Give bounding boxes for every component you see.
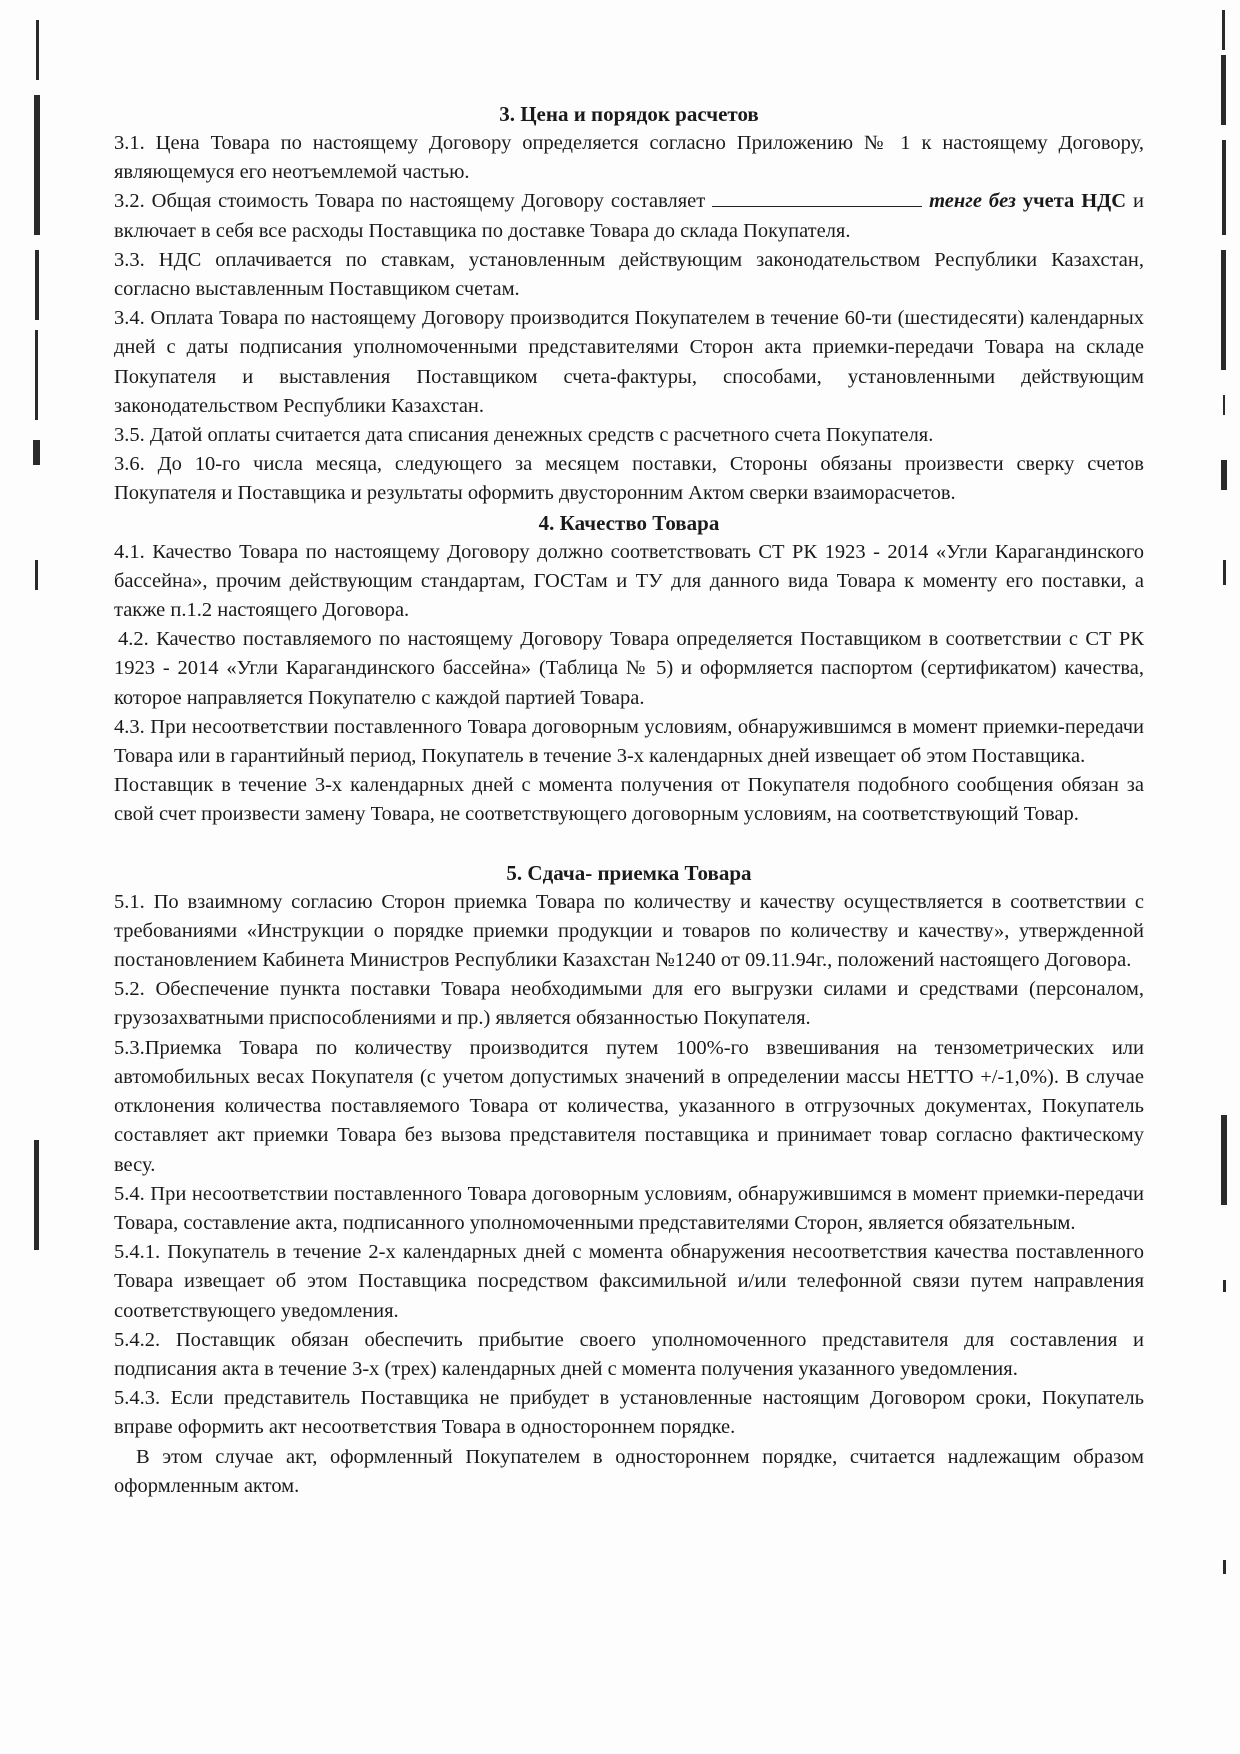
document-body [114, 100, 1144, 1501]
clause-4-2: 4.2. Качество поставляемого по настоящему Договору Товара определяется Поставщиком в соответствии с СТ РК 1923 - 2014 «Угли Карагандинского бассейна» (Таблица № 5) и оформляется паспортом (сертификатом) качества, которое направляется Покупателю с каждой партией Товара. [114, 628, 1144, 709]
clause-3-5: 3.5. Датой оплаты считается дата списания денежных средств с расчетного счета Покупателя. [114, 424, 934, 447]
clause-3-2-currency: тенге без [929, 190, 1016, 213]
clause-5-4: 5.4. При несоответствии поставленного Товара договорным условиям, обнаружившимся в момент приемки-передачи Товара, составление акта, подписанного уполномоченными представителями Сторон, является обязательным. [114, 1182, 1144, 1234]
clause-3-2-text: 3.2. Общая стоимость Товара по настоящему Договору составляет [114, 190, 713, 213]
clause-3-2-rest: и включает в себя все расходы Поставщика по доставке Товара до склада Покупателя. [114, 190, 1144, 242]
clause-4-3: 4.3. При несоответствии поставленного Товара договорным условиям, обнаружившимся в момент приемки-передачи Товара или в гарантийный период, Покупатель в течение 3-х календарных дней извещает об этом Поставщика. [114, 715, 1144, 768]
clause-3-2 [114, 187, 1144, 245]
clause-3-1: 3.1. Цена Товара по настоящему Договору определяется согласно Приложению № 1 к настоящему Договору, являющемуся его неотъемлемой частью. [114, 132, 1144, 184]
clause-5-4-3-note: В этом случае акт, оформленный Покупателем в одностороннем порядке, считается надлежащим образом оформленным актом. [114, 1445, 1144, 1497]
clause-5-4-2: 5.4.2. Поставщик обязан обеспечить прибытие своего уполномоченного представителя для составления и подписания акта в течение 3-х (трех) календарных дней с момента получения указанного уведомления. [114, 1328, 1144, 1380]
clause-3-3: 3.3. НДС оплачивается по ставкам, установленным действующим законодательством Республики Казахстан, согласно выставленным Поставщиком счетам. [114, 248, 1144, 301]
section-4-title: 4. Качество Товара [538, 510, 720, 535]
amount-blank-line [712, 188, 922, 207]
clause-3-2-vat: учета НДС [1022, 190, 1127, 213]
clause-4-1: 4.1. Качество Товара по настоящему Договору должно соответствовать СТ РК 1923 - 2014 «Угли Карагандинского бассейна», прочим действующим стандартам, ГОСТам и ТУ для данного вида Товара к моменту его поставки, а также п.1.2 настоящего Договора. [114, 540, 1144, 622]
section-gap [114, 830, 1144, 859]
section-3-title: 3. Цена и порядок расчетов [499, 102, 759, 126]
scan-edge-right [1218, 0, 1232, 1754]
clause-4-3-supplier: Поставщик в течение 3-х календарных дней с момента получения от Покупателя подобного сообщения обязан за свой счет произвести замену Товара, не соответствующего договорным условиям, на соответствующий Товар. [114, 774, 1144, 826]
scan-edge-left [30, 0, 46, 1754]
clause-5-3: 5.3.Приемка Товара по количеству производится путем 100%-го взвешивания на тензометрических или автомобильных весах Покупателя (с учетом допустимых значений в определении массы НЕТТО +/-1,0%). В случае отклонения количества поставляемого Товара от количества, указанного в отгрузочных документах, Покупатель составляет акт приемки Товара без вызова представителя поставщика и принимает товар согласно фактическому весу. [114, 1036, 1144, 1176]
clause-5-2: 5.2. Обеспечение пункта поставки Товара необходимыми для его выгрузки силами и средствами (персоналом, грузозахватными приспособлениями и пр.) является обязанностью Покупателя. [114, 978, 1144, 1030]
clause-5-4-3: 5.4.3. Если представитель Поставщика не прибудет в установленные настоящим Договором сроки, Покупатель вправе оформить акт несоответствия Товара в одностороннем порядке. [114, 1387, 1144, 1439]
clause-3-4: 3.4. Оплата Товара по настоящему Договору производится Покупателем в течение 60-ти (шестидесяти) календарных дней с даты подписания уполномоченными представителями Сторон акта приемки-передачи Товара на складе Покупателя и выставления Поставщиком счета-фактуры, способами, установленными действующим законодательством Республики Казахстан. [114, 307, 1144, 417]
clause-5-1: 5.1. По взаимному согласию Сторон приемка Товара по количеству и качеству осуществляется в соответствии с требованиями «Инструкции о порядке приемки продукции и товаров по количеству и качеству», утвержденной постановлением Кабинета Министров Республики Казахстан №1240 от 09.11.94г., положений настоящего Договора. [114, 890, 1144, 972]
section-5-title: 5. Сдача- приемка Товара [506, 860, 752, 885]
clause-3-6: 3.6. До 10-го числа месяца, следующего за месяцем поставки, Стороны обязаны произвести сверку счетов Покупателя и Поставщика и результаты оформить двусторонним Актом сверки взаиморасчетов. [114, 453, 1144, 505]
clause-5-4-1: 5.4.1. Покупатель в течение 2-х календарных дней с момента обнаружения несоответствия качества поставленного Товара извещает об этом Поставщика посредством факсимильной и/или телефонной связи путем направления соответствующего уведомления. [114, 1241, 1144, 1322]
